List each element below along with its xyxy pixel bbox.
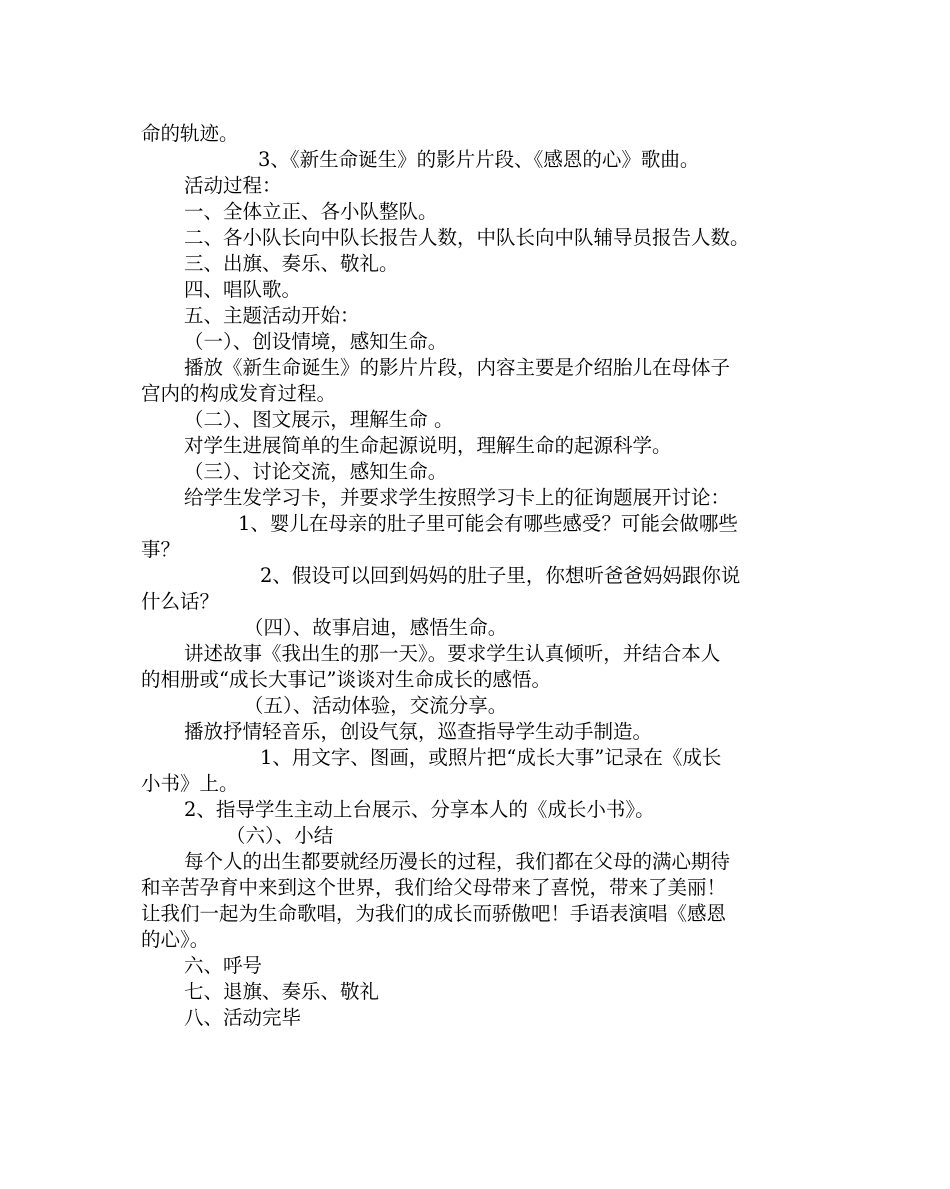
text-line: 什么话？ [141, 590, 220, 613]
text-line: 讲述故事《我出生的那一天》。要求学生认真倾听，并结合本人 [184, 642, 721, 665]
text-line: 事？ [141, 538, 181, 561]
text-line: 和辛苦孕育中来到这个世界，我们给父母带来了喜悦，带来了美丽！ [141, 876, 727, 899]
text-line: 四、唱队歌。 [184, 278, 302, 301]
text-line: 1、用文字、图画，或照片把“成长大事”记录在《成长 [260, 746, 722, 769]
text-line: 小书》上。 [141, 772, 239, 795]
text-line: 2、假设可以回到妈妈的肚子里，你想听爸爸妈妈跟你说 [260, 564, 741, 587]
text-line: 给学生发学习卡，并要求学生按照学习卡上的征询题展开讨论： [184, 486, 731, 509]
text-line: 让我们一起为生命歌唱，为我们的成长而骄傲吧！手语表演唱《感恩 [141, 902, 727, 925]
section-heading: （一）、创设情境，感知生命。 [184, 330, 448, 353]
text-line: 一、全体立正、各小队整队。 [184, 200, 438, 223]
text-line: 2、指导学生主动上台展示、分享本人的《成长小书》。 [184, 798, 655, 821]
text-line: 宫内的构成发育过程。 [141, 382, 337, 405]
text-line: 八、活动完毕 [184, 1006, 302, 1029]
section-heading: （五）、活动体验，交流分享。 [244, 694, 508, 717]
text-line: 播放《新生命诞生》的影片片段，内容主要是介绍胎儿在母体子 [184, 356, 731, 379]
text-line: 七、退旗、奏乐、敬礼 [184, 980, 380, 1003]
section-heading: （六）、小结 [226, 824, 334, 847]
text-line: 的相册或“成长大事记”谈谈对生命成长的感悟。 [141, 668, 551, 691]
text-line: 命的轨迹。 [141, 122, 239, 145]
text-line: 三、出旗、奏乐、敬礼。 [184, 252, 399, 275]
text-line: 每个人的出生都要就经历漫长的过程，我们都在父母的满心期待 [184, 850, 731, 873]
text-line: 的心》。 [141, 928, 210, 951]
section-heading: （四）、故事启迪，感悟生命。 [244, 616, 508, 639]
section-heading: （三）、讨论交流，感知生命。 [184, 460, 448, 483]
text-line: 播放抒情轻音乐，创设气氛，巡查指导学生动手制造。 [184, 720, 653, 743]
text-line: 五、主题活动开始： [184, 304, 360, 327]
text-line: 3、《新生命诞生》的影片片段、《感恩的心》歌曲。 [258, 148, 700, 171]
text-line: 二、各小队长向中队长报告人数，中队长向中队辅导员报告人数。 [184, 226, 750, 249]
text-line: 对学生进展简单的生命起源说明，理解生命的起源科学。 [184, 434, 672, 457]
section-heading: （二）、图文展示，理解生命 。 [184, 408, 454, 431]
text-line: 活动过程： [184, 174, 282, 197]
text-line: 1、婴儿在母亲的肚子里可能会有哪些感受？可能会做哪些 [238, 512, 738, 535]
text-line: 六、呼号 [184, 954, 263, 977]
